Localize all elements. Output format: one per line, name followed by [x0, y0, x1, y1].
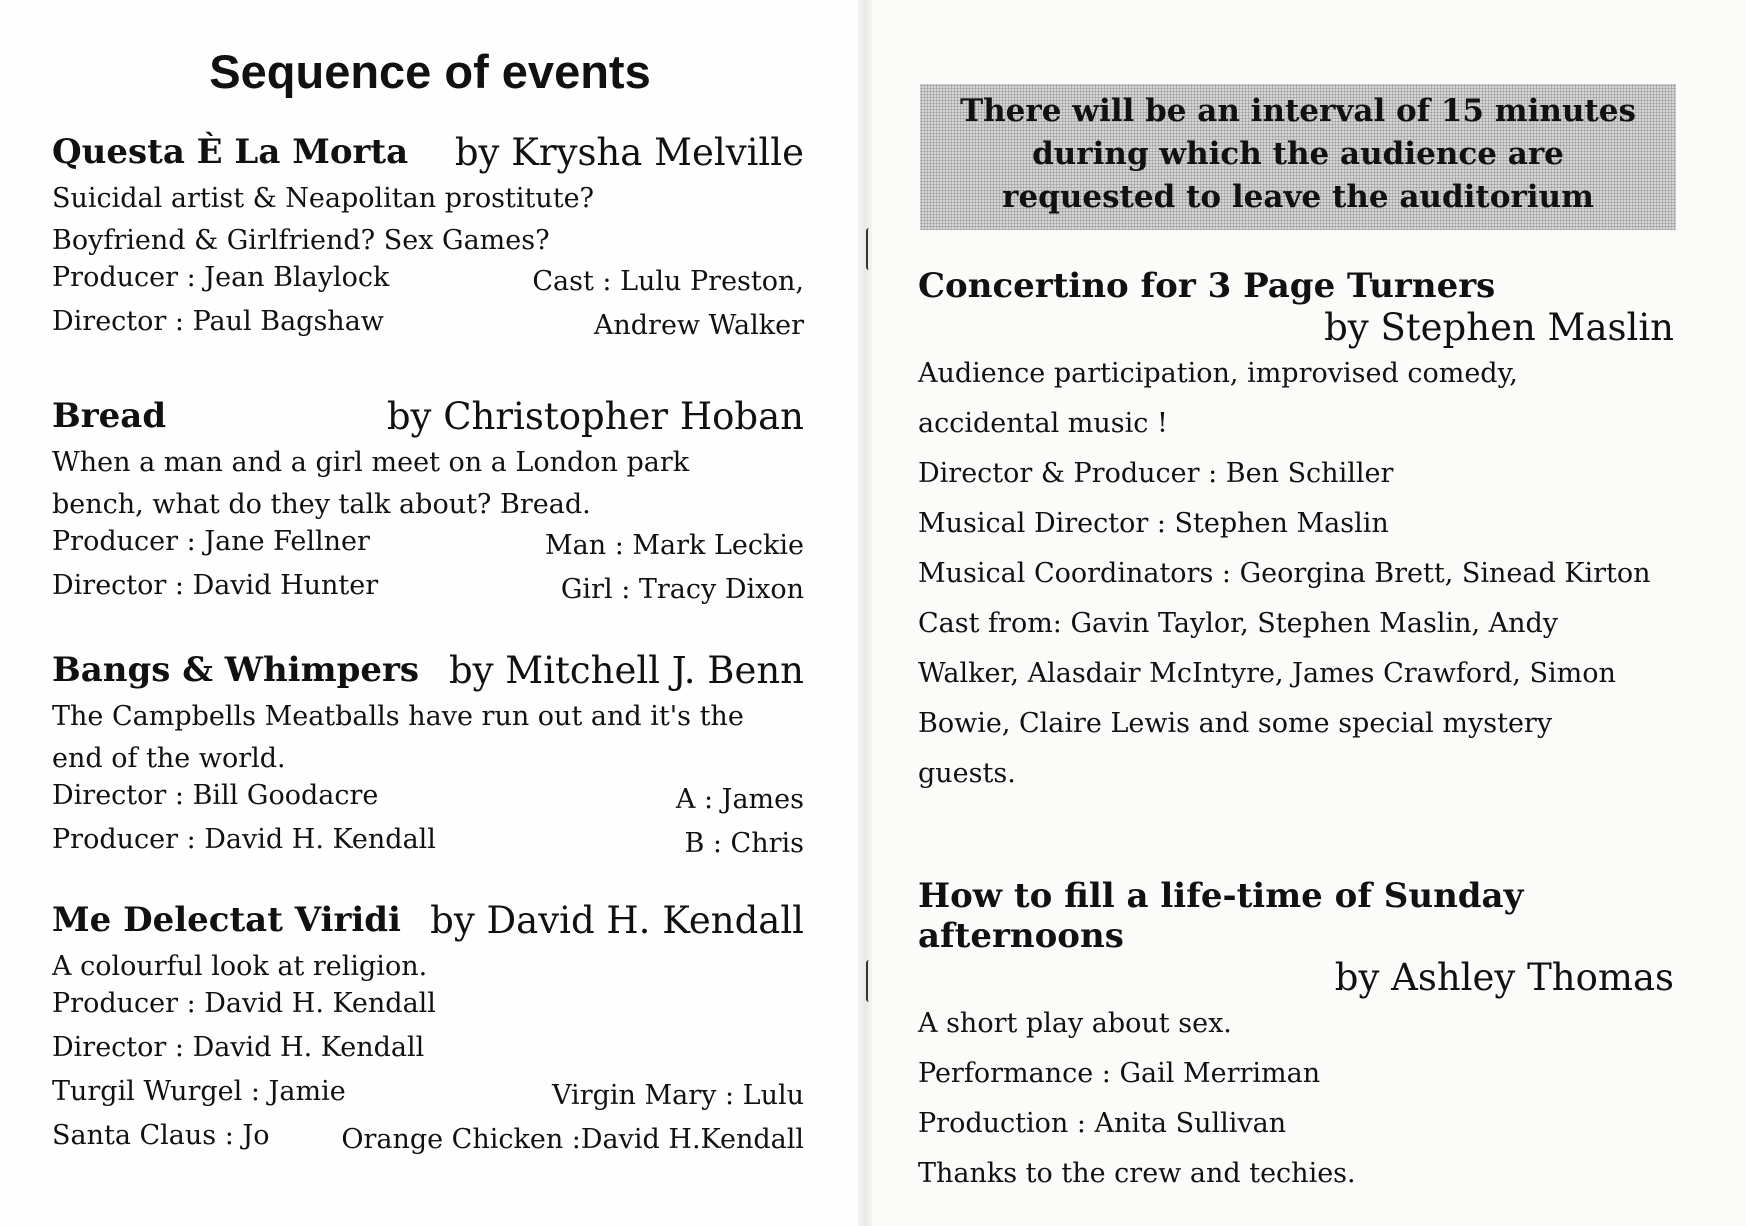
play-credits: [52, 526, 804, 614]
play-title: Bread: [52, 396, 167, 436]
credit-left: Turgil Wurgel : Jamie: [52, 1076, 346, 1107]
credit-line: [52, 1032, 804, 1076]
credit-left: Producer : David H. Kendall: [52, 988, 436, 1019]
detail-line: accidental music !: [918, 408, 1168, 439]
play-entry: [918, 876, 1674, 1199]
credit-left: Director : David Hunter: [52, 570, 379, 601]
detail-line: Thanks to the crew and techies.: [918, 1158, 1356, 1189]
play-header: [52, 128, 804, 178]
play-description: [52, 696, 804, 780]
detail-line: guests.: [918, 758, 1016, 789]
play-header: [52, 896, 804, 946]
credit-left: Director : David H. Kendall: [52, 1032, 425, 1063]
play-details: [918, 349, 1674, 799]
detail-line: Performance : Gail Merriman: [918, 1058, 1321, 1089]
play-author: by Mitchell J. Benn: [448, 649, 804, 692]
notice-line: during which the audience are: [1032, 136, 1564, 172]
play-header: [52, 392, 804, 442]
credit-right: Virgin Mary : Lulu: [552, 1080, 804, 1111]
credit-line: [52, 824, 804, 868]
credit-right: Andrew Walker: [593, 310, 804, 341]
credit-line: [52, 262, 804, 306]
play-author: by Christopher Hoban: [386, 395, 804, 438]
play-description: [52, 178, 804, 262]
interval-notice: [920, 84, 1676, 230]
credit-right: Girl : Tracy Dixon: [560, 574, 804, 605]
credit-left: Producer : Jane Fellner: [52, 526, 370, 557]
play-credits: [52, 988, 804, 1164]
play-entry: [52, 646, 804, 868]
play-title: Questa È La Morta: [52, 132, 409, 172]
detail-line: Walker, Alasdair McIntyre, James Crawford, Simon: [918, 658, 1616, 689]
description-line: bench, what do they talk about? Bread.: [52, 489, 591, 520]
play-description: [52, 946, 804, 988]
play-entry: [52, 128, 804, 350]
staple-icon: [866, 960, 872, 1002]
credit-line: [52, 988, 804, 1032]
play-entry: [52, 896, 804, 1164]
credit-left: Producer : David H. Kendall: [52, 824, 436, 855]
credit-right: A : James: [675, 784, 804, 815]
credit-left: Director : Bill Goodacre: [52, 780, 379, 811]
credit-left: Director : Paul Bagshaw: [52, 306, 384, 337]
credit-right: B : Chris: [684, 828, 804, 859]
credit-left: Santa Claus : Jo: [52, 1120, 270, 1151]
credit-right: Orange Chicken :David H.Kendall: [341, 1124, 804, 1155]
play-title: Bangs & Whimpers: [52, 650, 420, 690]
play-credits: [52, 262, 804, 350]
description-line: The Campbells Meatballs have run out and it's the: [52, 701, 744, 732]
page-gutter: [858, 0, 872, 1226]
credit-line: [52, 1076, 804, 1120]
play-author: by Stephen Maslin: [1324, 306, 1674, 349]
description-line: When a man and a girl meet on a London park: [52, 447, 690, 478]
play-title: Me Delectat Viridi: [52, 900, 401, 940]
detail-line: A short play about sex.: [918, 1008, 1232, 1039]
description-line: Boyfriend & Girlfriend? Sex Games?: [52, 225, 550, 256]
credit-left: Producer : Jean Blaylock: [52, 262, 390, 293]
play-description: [52, 442, 804, 526]
play-credits: [52, 780, 804, 868]
credit-right: Cast : Lulu Preston,: [532, 266, 804, 297]
play-title: Concertino for 3 Page Turners: [918, 266, 1496, 306]
description-line: end of the world.: [52, 743, 286, 774]
play-title: How to fill a life-time of Sunday afternoons: [918, 876, 1524, 956]
play-author: by Ashley Thomas: [1334, 956, 1674, 999]
play-author: by David H. Kendall: [430, 899, 804, 942]
play-author: by Krysha Melville: [454, 131, 804, 174]
notice-line: There will be an interval of 15 minutes: [960, 93, 1636, 129]
play-details: [918, 999, 1674, 1199]
staple-icon: [866, 228, 872, 270]
description-line: A colourful look at religion.: [52, 951, 428, 982]
detail-line: Audience participation, improvised comedy,: [918, 358, 1518, 389]
credit-line: [52, 570, 804, 614]
page-title: Sequence of events: [209, 45, 651, 98]
credit-line: [52, 526, 804, 570]
play-entry: [918, 266, 1674, 799]
detail-line: Musical Coordinators : Georgina Brett, Sinead Kirton: [918, 558, 1651, 589]
detail-line: Director & Producer : Ben Schiller: [918, 458, 1394, 489]
credit-line: [52, 306, 804, 350]
detail-line: Musical Director : Stephen Maslin: [918, 508, 1389, 539]
credit-line: [52, 1120, 804, 1164]
detail-line: Cast from: Gavin Taylor, Stephen Maslin, Andy: [918, 608, 1559, 639]
credit-right: Man : Mark Leckie: [545, 530, 804, 561]
play-entry: [52, 392, 804, 614]
notice-line: requested to leave the auditorium: [1002, 179, 1594, 215]
credit-line: [52, 780, 804, 824]
detail-line: Production : Anita Sullivan: [918, 1108, 1287, 1139]
description-line: Suicidal artist & Neapolitan prostitute?: [52, 183, 595, 214]
detail-line: Bowie, Claire Lewis and some special mystery: [918, 708, 1553, 739]
play-header: [52, 646, 804, 696]
